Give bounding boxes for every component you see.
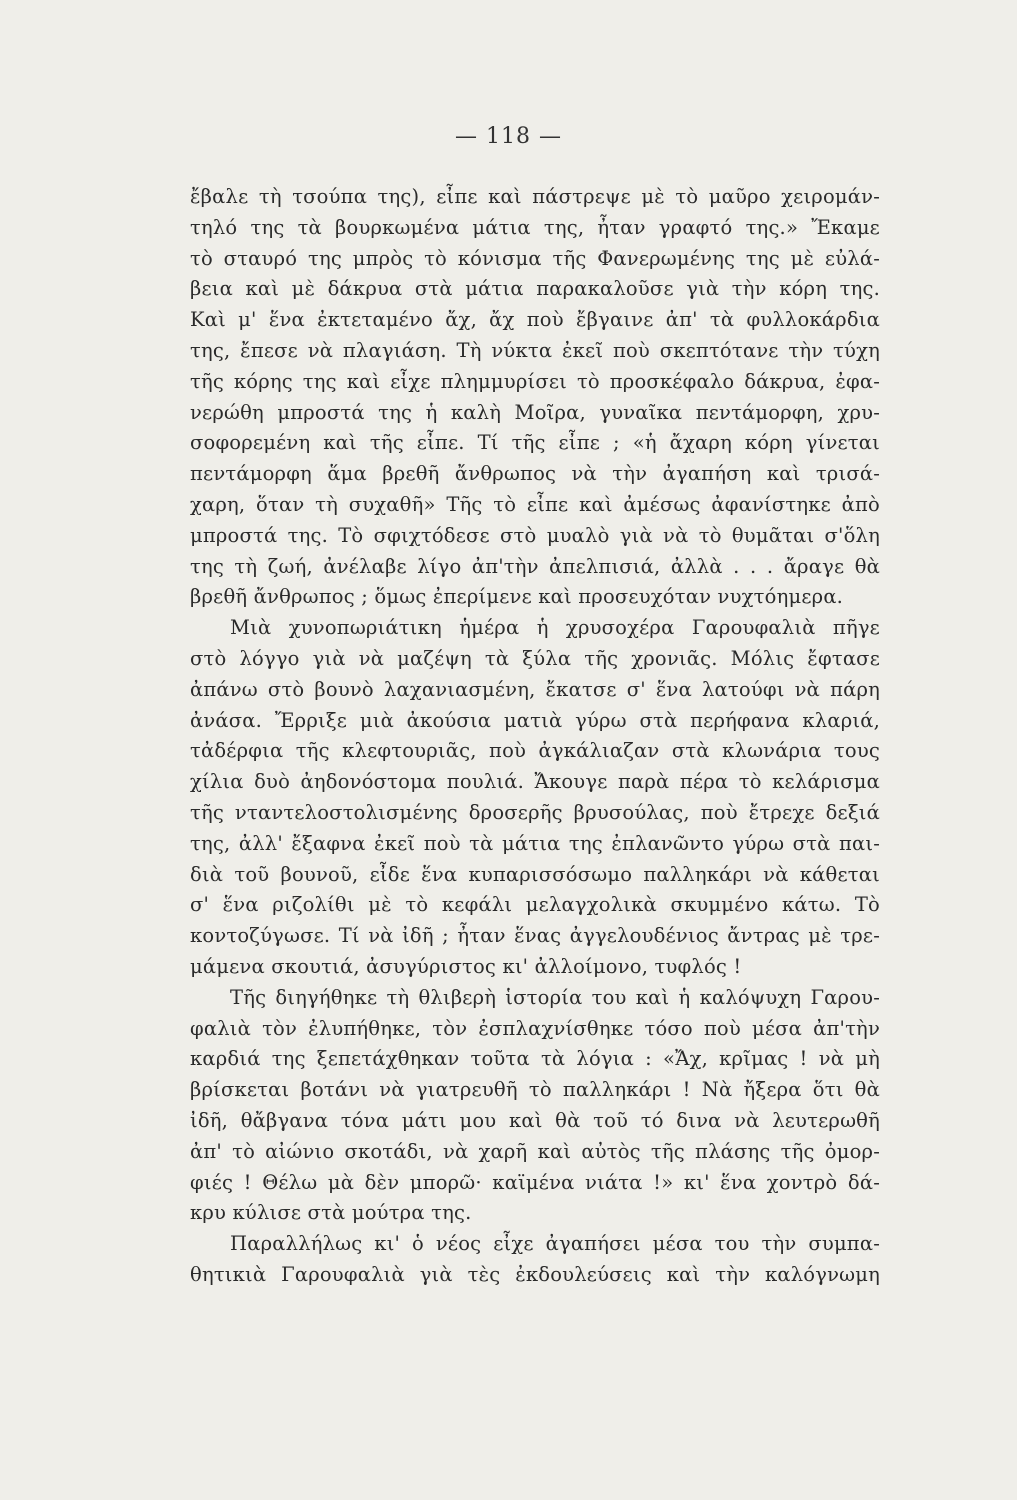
text-line: τὸ σταυρό της μπρὸς τὸ κόνισμα τῆς Φανερωμένης της μὲ εὐλά- (190, 246, 880, 270)
text-line: σοφορεμένη καὶ τῆς εἶπε. Τί τῆς εἶπε ; «ἡ ἄχαρη κόρη γίνεται (190, 431, 880, 455)
text-line: φιές ! Θέλω μὰ δὲν μπορῶ· καϊμένα νιάτα !» κι' ἕνα χοντρὸ δά- (190, 1170, 880, 1194)
text-line: Τῆς διηγήθηκε τὴ θλιβερὴ ἱστορία του καὶ ἡ καλόψυχη Γαρου- (230, 985, 880, 1009)
text-line: σ' ἕνα ριζολίθι μὲ τὸ κεφάλι μελαγχολικὰ σκυμμένο κάτω. Τὸ (190, 893, 880, 917)
text-line: θητικιὰ Γαρουφαλιὰ γιὰ τὲς ἐκδουλεύσεις καὶ τὴν καλόγνωμη (190, 1262, 880, 1286)
text-line: κρυ κύλισε στὰ μούτρα της. (190, 1201, 472, 1225)
text-line: διὰ τοῦ βουνοῦ, εἶδε ἕνα κυπαρισσόσωμο παλληκάρι νὰ κάθεται (190, 862, 880, 886)
paragraph (190, 613, 880, 983)
text-line: της τὴ ζωή, ἀνέλαβε λίγο ἀπ'τὴν ἀπελπισιά, ἀλλὰ . . . ἄραγε θὰ (190, 554, 880, 578)
text-line: μπροστά της. Τὸ σφιχτόδεσε στὸ μυαλὸ γιὰ νὰ τὸ θυμᾶται σ'ὅλη (190, 523, 880, 547)
text-line: ἀπ' τὸ αἰώνιο σκοτάδι, νὰ χαρῆ καὶ αὐτὸς τῆς πλάσης τῆς ὀμορ- (190, 1139, 880, 1163)
paragraph (190, 1229, 880, 1291)
text-line: στὸ λόγγο γιὰ νὰ μαζέψη τὰ ξύλα τῆς χρονιᾶς. Μόλις ἔφτασε (190, 646, 880, 670)
text-line: μάμενα σκουτιά, ἀσυγύριστος κι' ἀλλοίμονο, τυφλός ! (190, 954, 742, 978)
text-line: πεντάμορφη ἅμα βρεθῆ ἄνθρωπος νὰ τὴν ἀγαπήση καὶ τρισά- (190, 462, 880, 486)
text-line: νερώθη μπροστά της ἡ καλὴ Μοῖρα, γυναῖκα πεντάμορφη, χρυ- (190, 400, 880, 424)
page-number: — 118 — (455, 124, 562, 149)
paragraph (190, 983, 880, 1229)
text-line: βρίσκεται βοτάνι νὰ γιατρευθῆ τὸ παλληκάρι ! Νὰ ἤξερα ὅτι θὰ (190, 1078, 880, 1102)
text-line: χαρη, ὅταν τὴ συχαθῆ» Τῆς τὸ εἶπε καὶ ἀμέσως ἀφανίστηκε ἀπὸ (190, 492, 880, 516)
text-line: χίλια δυὸ ἀηδονόστομα πουλιά. Ἄκουγε παρὰ πέρα τὸ κελάρισμα (190, 770, 880, 794)
paragraph (190, 182, 880, 613)
text-line: Καὶ μ' ἕνα ἐκτεταμένο ἄχ, ἄχ ποὺ ἔβγαινε ἀπ' τὰ φυλλοκάρδια (190, 308, 880, 332)
text-line: Μιὰ χυνοπωριάτικη ἡμέρα ἡ χρυσοχέρα Γαρουφαλιὰ πῆγε (230, 616, 880, 640)
text-line: καρδιά της ξεπετάχθηκαν τοῦτα τὰ λόγια : «Ἄχ, κρῖμας ! νὰ μὴ (190, 1047, 880, 1071)
text-line: τῆς νταντελοστολισμένης δροσερῆς βρυσούλας, ποὺ ἔτρεχε δεξιά (190, 800, 880, 824)
text-line: βεια καὶ μὲ δάκρυα στὰ μάτια παρακαλοῦσε γιὰ τὴν κόρη της. (190, 277, 880, 301)
body-text (190, 182, 880, 1291)
text-line: τῆς κόρης της καὶ εἶχε πλημμυρίσει τὸ προσκέφαλο δάκρυα, ἐφα- (190, 369, 880, 393)
text-line: ἔβαλε τὴ τσούπα της), εἶπε καὶ πάστρεψε μὲ τὸ μαῦρο χειρομάν- (190, 185, 880, 208)
text-line: ἀπάνω στὸ βουνὸ λαχανιασμένη, ἔκατσε σ' ἕνα λατούφι νὰ πάρη (190, 677, 880, 701)
text-line: τἀδέρφια τῆς κλεφτουριᾶς, ποὺ ἀγκάλιαζαν στὰ κλωνάρια τους (190, 739, 880, 763)
text-line: κοντοζύγωσε. Τί νὰ ἰδῆ ; ἦταν ἕνας ἀγγελουδένιος ἄντρας μὲ τρε- (190, 924, 880, 948)
text-line: τηλό της τὰ βουρκωμένα μάτια της, ἦταν γραφτό της.» Ἔκαμε (190, 215, 880, 239)
text-line: βρεθῆ ἄνθρωπος ; ὅμως ἐπερίμενε καὶ προσευχόταν νυχτόημερα. (190, 585, 844, 609)
text-line: Παραλλήλως κι' ὁ νέος εἶχε ἀγαπήσει μέσα του τὴν συμπα- (230, 1232, 880, 1256)
text-line: φαλιὰ τὸν ἐλυπήθηκε, τὸν ἐσπλαχνίσθηκε τόσο ποὺ μέσα ἀπ'τὴν (190, 1016, 880, 1040)
text-line: της, ἀλλ' ἔξαφνα ἐκεῖ ποὺ τὰ μάτια της ἐπλανῶντο γύρω στὰ παι- (190, 831, 880, 855)
text-line: ἀνάσα. Ἔρριξε μιὰ ἀκούσια ματιὰ γύρω στὰ περήφανα κλαριά, (190, 708, 880, 732)
text-line: ἰδῆ, θἄβγανα τόνα μάτι μου καὶ θὰ τοῦ τό δινα νὰ λευτερωθῆ (190, 1108, 880, 1132)
text-line: της, ἔπεσε νὰ πλαγιάση. Τὴ νύκτα ἐκεῖ ποὺ σκεπτότανε τὴν τύχη (190, 338, 880, 362)
